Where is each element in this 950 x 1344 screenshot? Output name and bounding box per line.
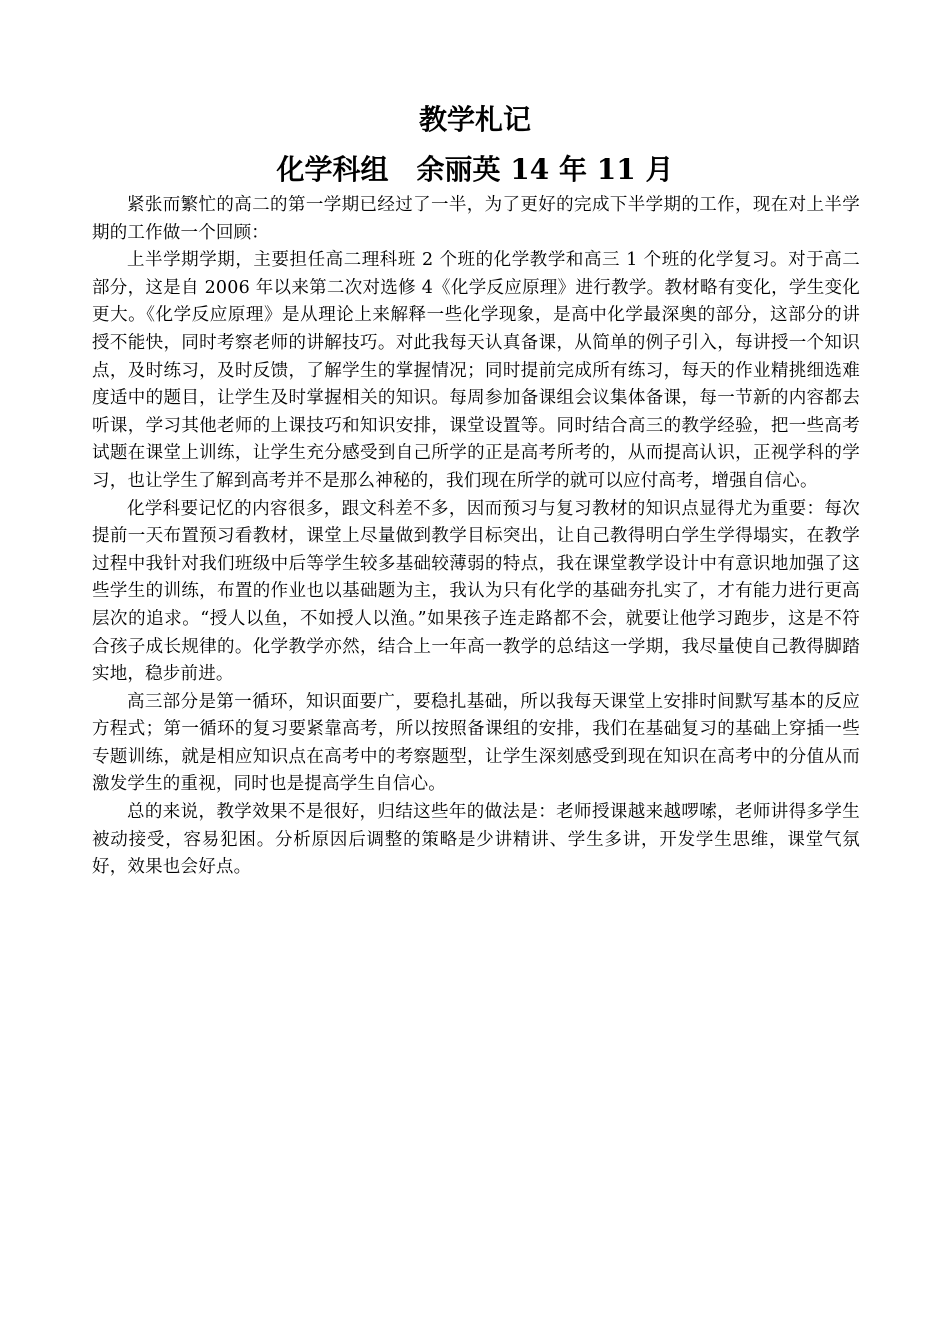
document-title: 教学札记 <box>418 103 531 136</box>
paragraph-grade-three: 高三部分是第一循环，知识面要广，要稳扎基础，所以我每天课堂上安排时间默写基本的反应方程式；第一循环的复习要紧靠高考，所以按照备课组的安排，我们在基础复习的基础上穿插一些专题训练，就是相应知识点在高考中的考察题型，让学生深刻感受到现在知识在高考中的分值从而激发学生的重视，同时也是提高学生自信心。 <box>92 691 860 795</box>
paragraph-grade-two: 上半学期学期，主要担任高二理科班 2 个班的化学教学和高三 1 个班的化学复习。对于高二部分，这是自 2006 年以来第二次对选修 4《化学反应原理》进行教学。教材略有变化，学生变化更大。《化学反应原理》是从理论上来解释一些化学现象，是高中化学最深奥的部分，这部分的讲授不能快，同时考察老师的讲解技巧。对此我每天认真备课，从简单的例子引入，每讲授一个知识点，及时练习，及时反馈，了解学生的掌握情况；同时提前完成所有练习，每天的作业精挑细选难度适中的题目，让学生及时掌握相关的知识。每周参加备课组会议集体备课，每一节新的内容都去听课，学习其他老师的上课技巧和知识安排，课堂设置等。同时结合高三的教学经验，把一些高考试题在课堂上训练，让学生充分感受到自己所学的正是高考所考的，从而提高认识，正视学科的学习，也让学生了解到高考并不是那么神秘的，我们现在所学的就可以应付高考，增强自信心。 <box>92 250 860 491</box>
subtitle-author-date: 余丽英 14 年 11 月 <box>416 153 674 186</box>
paragraph-summary: 总的来说，教学效果不是很好，归结这些年的做法是：老师授课越来越啰嗦，老师讲得多学生被动接受，容易犯困。分析原因后调整的策略是少讲精讲、学生多讲，开发学生思维，课堂气氛好，效果也会好点。 <box>92 802 860 878</box>
document-subtitle <box>0 152 950 188</box>
paragraph-intro: 紧张而繁忙的高二的第一学期已经过了一半，为了更好的完成下半学期的工作，现在对上半学期的工作做一个回顾： <box>92 195 860 243</box>
document-body <box>92 192 860 882</box>
subtitle-group: 化学科组 <box>276 153 389 186</box>
paragraph-memorization: 化学科要记忆的内容很多，跟文科差不多，因而预习与复习教材的知识点显得尤为重要：每次提前一天布置预习看教材，课堂上尽量做到教学目标突出，让自己教得明白学生学得塌实，在教学过程中我针对我们班级中后等学生较多基础较薄弱的特点，我在课堂教学设计中有意识地加强了这些学生的训练，布置的作业也以基础题为主，我认为只有化学的基础夯扎实了，才有能力进行更高层次的追求。“授人以鱼，不如授人以渔。”如果孩子连走路都不会，就要让他学习跑步，这是不符合孩子成长规律的。化学教学亦然，结合上一年高一教学的总结这一学期，我尽量使自己教得脚踏实地，稳步前进。 <box>92 498 860 685</box>
